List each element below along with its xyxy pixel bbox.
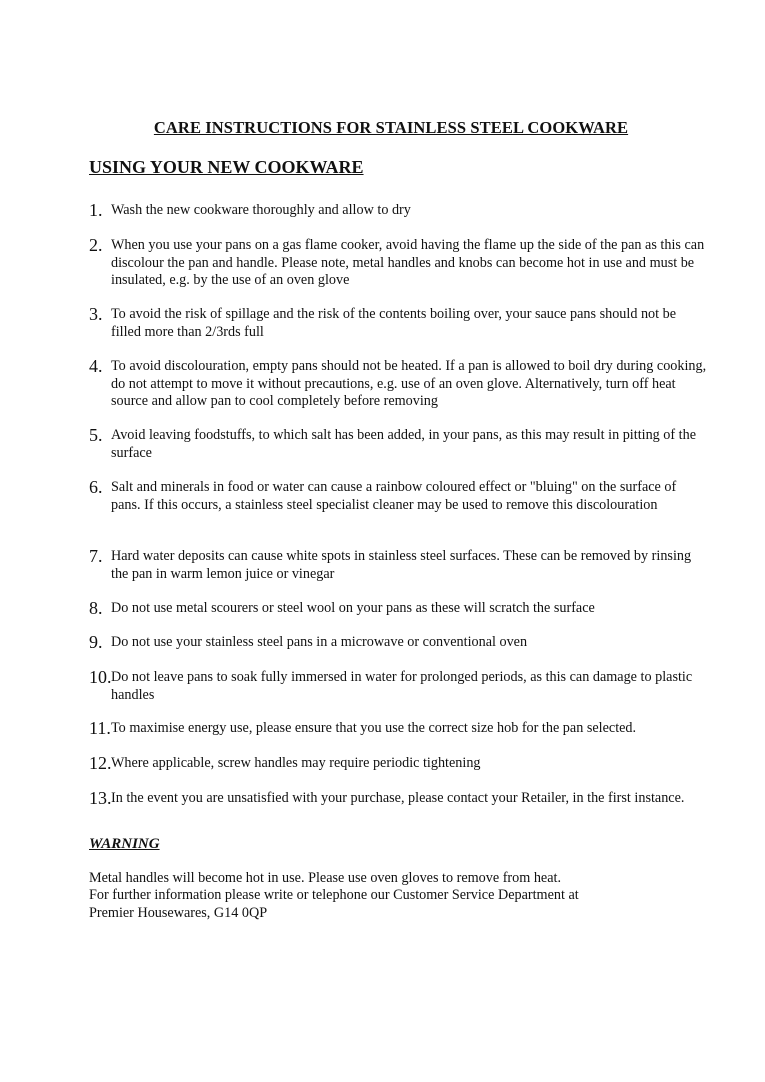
list-item	[89, 790, 709, 808]
list-item	[89, 600, 709, 618]
list-item	[89, 358, 709, 411]
list-item-number: 8.	[89, 598, 103, 618]
list-item	[89, 548, 709, 583]
list-item-text: To maximise energy use, please ensure that you use the correct size hob for the pan selected.	[111, 720, 637, 736]
list-item-number: 5.	[89, 425, 103, 445]
list-item	[89, 720, 709, 738]
address-text: Premier Housewares, G14 0QP	[89, 905, 268, 921]
list-item-number: 12.	[89, 753, 112, 773]
list-item-text: Avoid leaving foodstuffs, to which salt has been added, in your pans, as this may result in pitting of the surface	[111, 427, 697, 461]
list-item	[89, 634, 709, 652]
list-item-number: 11.	[89, 718, 111, 738]
list-item-text: Hard water deposits can cause white spots in stainless steel surfaces. These can be removed by rinsing the pan in warm lemon juice or vinegar	[111, 548, 692, 582]
list-item	[89, 306, 709, 341]
list-item-number: 2.	[89, 235, 103, 255]
list-item	[89, 669, 709, 704]
list-item-number: 13.	[89, 788, 112, 808]
section-heading: USING YOUR NEW COOKWARE	[89, 157, 364, 177]
list-item-number: 10.	[89, 667, 112, 687]
list-item-number: 3.	[89, 304, 103, 324]
contact-text: For further information please write or telephone our Customer Service Department at	[89, 887, 579, 903]
list-item-text: Salt and minerals in food or water can cause a rainbow coloured effect or "bluing" on the surface of pans. If this occurs, a stainless steel specialist cleaner may be used to remove this discolouration	[111, 479, 677, 513]
list-item-text: When you use your pans on a gas flame cooker, avoid having the flame up the side of the pan as this can discolour the pan and handle. Please note, metal handles and knobs can become hot in use and must be insulated, e.g. by the use of an oven glove	[111, 237, 705, 288]
list-item-number: 6.	[89, 477, 103, 497]
list-item	[89, 237, 709, 290]
list-item-text: Do not use your stainless steel pans in a microwave or conventional oven	[111, 634, 528, 650]
list-item	[89, 427, 709, 462]
list-item-text: To avoid the risk of spillage and the risk of the contents boiling over, your sauce pans should not be filled more than 2/3rds full	[111, 306, 677, 340]
list-item-text: In the event you are unsatisfied with your purchase, please contact your Retailer, in the first instance.	[111, 790, 685, 806]
list-item-text: Where applicable, screw handles may require periodic tightening	[111, 755, 481, 771]
document-title: CARE INSTRUCTIONS FOR STAINLESS STEEL COOKWARE	[153, 118, 629, 137]
list-item-number: 4.	[89, 356, 103, 376]
list-item-number: 9.	[89, 632, 103, 652]
list-item-text: Wash the new cookware thoroughly and allow to dry	[111, 202, 411, 218]
warning-heading: WARNING	[89, 836, 160, 852]
list-item-text: To avoid discolouration, empty pans should not be heated. If a pan is allowed to boil dry during cooking, do not attempt to move it without precautions, e.g. use of an oven glove. Alternatively, turn off heat source and allow pan to cool completely before removing	[111, 358, 707, 409]
list-item-number: 7.	[89, 546, 103, 566]
list-item-number: 1.	[89, 200, 103, 220]
list-item	[89, 755, 709, 773]
warning-text: Metal handles will become hot in use. Please use oven gloves to remove from heat.	[89, 870, 562, 886]
list-item-text: Do not leave pans to soak fully immersed in water for prolonged periods, as this can damage to plastic handles	[111, 669, 693, 703]
list-item	[89, 479, 709, 514]
list-item	[89, 202, 709, 220]
list-item-text: Do not use metal scourers or steel wool on your pans as these will scratch the surface	[111, 600, 595, 616]
